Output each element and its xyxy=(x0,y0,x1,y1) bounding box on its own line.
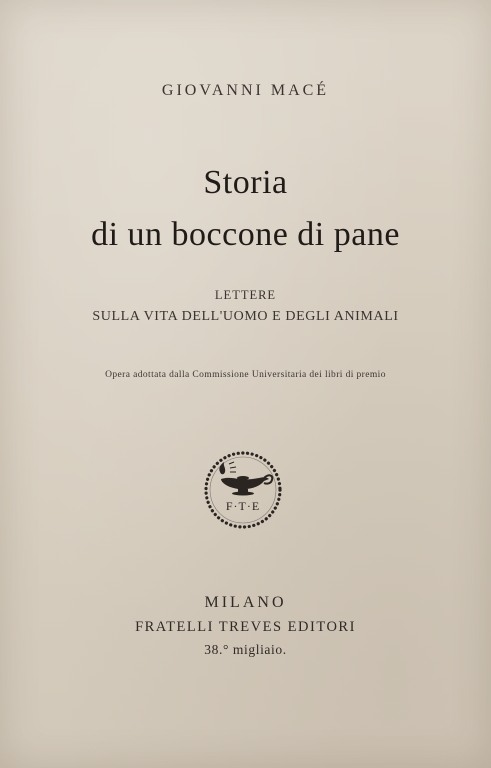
oil-lamp-icon xyxy=(201,448,285,532)
adoption-note: Opera adottata dalla Commissione Universitaria dei libri di premio xyxy=(105,370,386,380)
imprint-city: MILANO xyxy=(204,594,287,611)
publisher-emblem xyxy=(201,448,285,532)
subtitle-line-2: SULLA VITA DELL'UOMO E DEGLI ANIMALI xyxy=(92,309,399,324)
subtitle-line-1: LETTERE xyxy=(214,288,277,302)
imprint-edition: 38.° migliaio. xyxy=(204,642,287,657)
book-title-line-1: Storia xyxy=(203,164,288,201)
imprint-publisher: FRATELLI TREVES EDITORI xyxy=(135,619,356,635)
emblem-letters: F·T·E xyxy=(225,499,261,513)
book-title-line-2: di un boccone di pane xyxy=(91,216,400,253)
author-name: GIOVANNI MACÉ xyxy=(161,82,330,99)
